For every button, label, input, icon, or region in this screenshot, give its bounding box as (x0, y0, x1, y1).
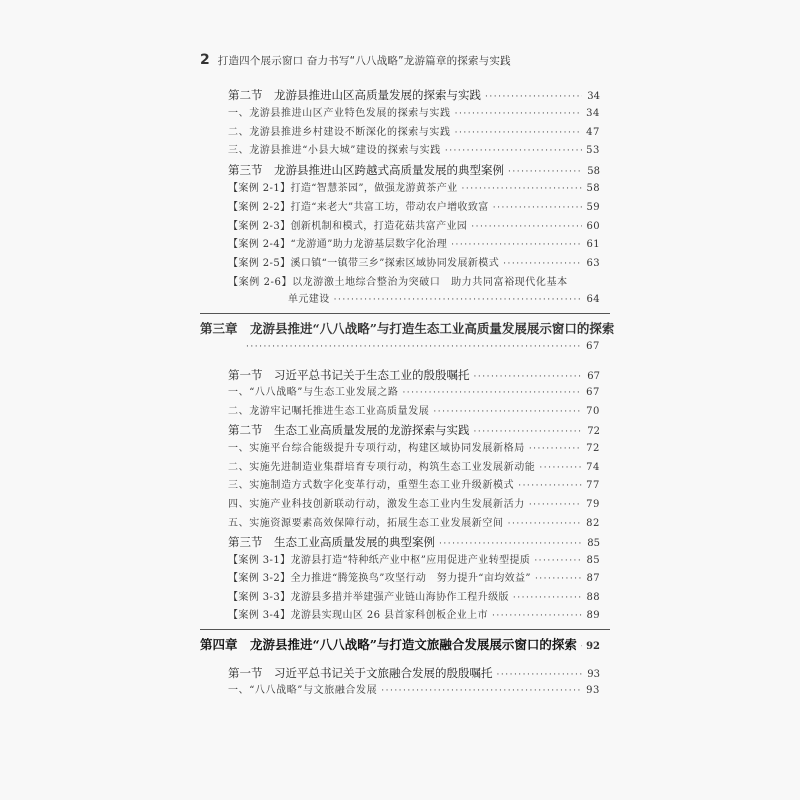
toc-section-entry[interactable]: 第三节 生态工业高质量发展的典型案例 ····· 85 (228, 533, 600, 553)
page-number: 2 (200, 52, 210, 68)
toc-subsection-entry[interactable]: 五、实施资源要素高效保障行动，拓展生态工业发展新空间 ····· 82 (228, 515, 600, 533)
toc-chapter-page-line[interactable]: ····· 67 (242, 338, 600, 356)
toc-subsection-entry[interactable]: 三、实施制造方式数字化变革行动，重塑生态工业升级新模式 ····· 77 (228, 477, 600, 495)
toc-case-entry[interactable]: 【案例 2-2】打造“来老大”共富工坊，带动农户增收致富 ····· 59 (228, 199, 600, 217)
toc-subsection-entry[interactable]: 三、龙游县推进“小县大城”建设的探索与实践 ····· 53 (228, 142, 600, 160)
toc-section-entry[interactable]: 第一节 习近平总书记关于生态工业的殷殷嘱托 ····· 67 (228, 366, 600, 386)
toc-section-entry[interactable]: 第三节 龙游县推进山区跨越式高质量发展的典型案例 ····· 58 (228, 161, 600, 181)
toc-subsection-entry[interactable]: 二、龙游牢记嘱托推进生态工业高质量发展 ····· 70 (228, 403, 600, 421)
toc-case-entry[interactable]: 【案例 2-1】打造“智慧茶园”，做强龙游黄茶产业 ····· 58 (228, 180, 600, 198)
chapter-divider (200, 313, 610, 314)
toc-section-entry[interactable]: 第一节 习近平总书记关于文旅融合发展的殷殷嘱托 ····· 93 (228, 664, 600, 684)
chapter-divider (200, 629, 610, 630)
toc-subsection-entry[interactable]: 一、龙游县推进山区产业特色发展的探索与实践 ····· 34 (228, 105, 600, 123)
toc-case-entry[interactable]: 【案例 3-2】全力推进“腾笼换鸟”攻坚行动 努力提升“亩均效益” ····· 87 (228, 570, 600, 588)
toc-chapter-title[interactable]: 第三章 龙游县推进“八八战略”与打造生态工业高质量发展展示窗口的探索 (200, 321, 615, 336)
toc-case-entry[interactable]: 【案例 3-4】龙游县实现山区 26 县首家科创板企业上市 ····· 89 (228, 607, 600, 625)
toc-subsection-entry[interactable]: 一、实施平台综合能级提升专项行动，构建区域协同发展新格局 ····· 72 (228, 440, 600, 458)
toc-section-entry[interactable]: 第二节 生态工业高质量发展的龙游探索与实践 ····· 72 (228, 421, 600, 441)
toc-case-entry[interactable]: 【案例 2-4】“龙游通”助力龙游基层数字化治理 ····· 61 (228, 236, 600, 254)
toc-subsection-entry[interactable]: 二、龙游县推进乡村建设不断深化的探索与实践 ····· 47 (228, 124, 600, 142)
running-title: 打造四个展示窗口 奋力书写“八八战略”龙游篇章的探索与实践 (217, 54, 511, 67)
toc-case-entry[interactable]: 【案例 2-5】溪口镇“一镇带三乡”探索区域协同发展新模式 ····· 63 (228, 255, 600, 273)
toc-subsection-entry[interactable]: 四、实施产业科技创新联动行动，激发生态工业内生发展新活力 ····· 79 (228, 496, 600, 514)
toc-case-entry[interactable]: 【案例 2-3】创新机制和模式，打造花菇共富产业园 ····· 60 (228, 218, 600, 236)
toc-chapter-entry[interactable]: 第四章 龙游县推进“八八战略”与打造文旅融合发展展示窗口的探索 ····· 92 (200, 636, 600, 656)
toc-section-entry[interactable]: 第二节 龙游县推进山区高质量发展的探索与实践 ····· 34 (228, 86, 600, 106)
toc-subsection-entry[interactable]: 二、实施先进制造业集群培育专项行动，构筑生态工业发展新动能 ····· 74 (228, 459, 600, 477)
toc-subsection-entry[interactable]: 一、“八八战略”与文旅融合发展 ····· 93 (228, 682, 600, 700)
toc-case-entry-line2[interactable]: 单元建设 ····· 64 (288, 291, 600, 309)
toc-case-entry[interactable]: 【案例 3-1】龙游县打造“特种纸产业中枢”应用促进产业转型提质 ····· 85 (228, 552, 600, 570)
toc-case-entry[interactable]: 【案例 3-3】龙游县多措并举建强产业链山海协作工程升级版 ····· 88 (228, 589, 600, 607)
toc-subsection-entry[interactable]: 一、“八八战略”与生态工业发展之路 ····· 67 (228, 384, 600, 402)
toc-case-entry-line1[interactable]: 【案例 2-6】以龙游激土地综合整治为突破口 助力共同富裕现代化基本 (228, 277, 568, 288)
